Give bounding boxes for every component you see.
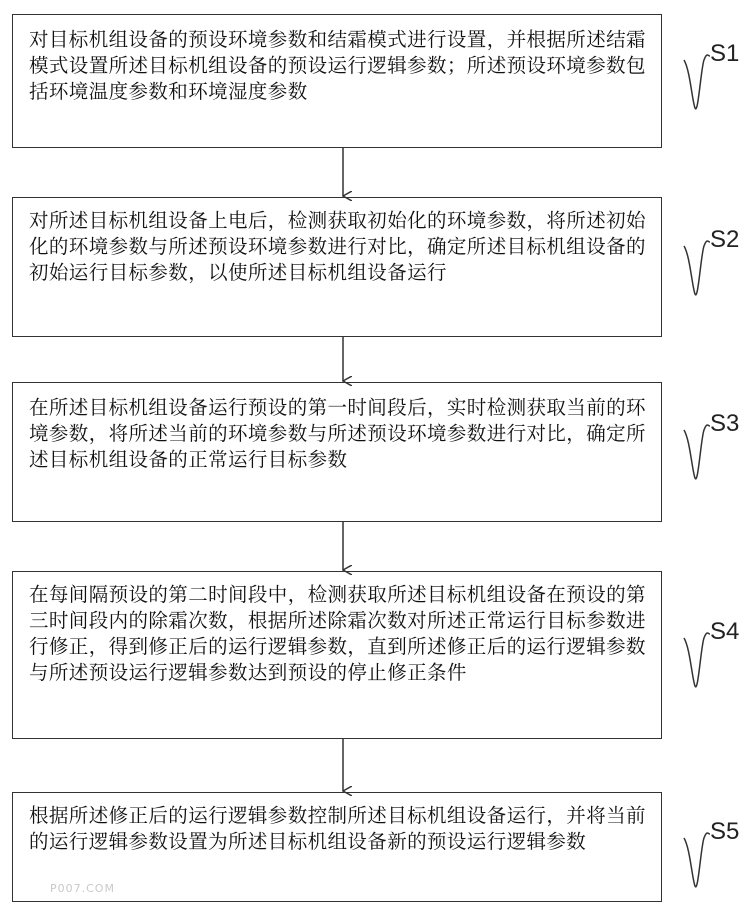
leader-wave-s1 (684, 55, 710, 109)
step-label-s3: S3 (710, 410, 740, 437)
step-label-s2: S2 (710, 226, 740, 253)
leader-wave-s3 (684, 425, 710, 479)
step-text-s4: 在每间隔预设的第二时间段中，检测获取所述目标机组设备在预设的第三时间段内的除霜次数，根据所述除霜次数对所述正常运行目标参数进行修正，得到修正后的运行逻辑参数，直到所述修正后的运行逻辑参数与所述预设运行逻辑参数达到预设的停止修正条件 (29, 583, 646, 684)
step-text-s1: 对目标机组设备的预设环境参数和结霜模式进行设置，并根据所述结霜模式设置所述目标机组设备的预设运行逻辑参数；所述预设环境参数包括环境温度参数和环境湿度参数 (29, 28, 646, 103)
step-box-s4 (12, 571, 662, 739)
leader-wave-s4 (684, 633, 710, 687)
watermark: P007.COM (50, 882, 115, 895)
step-text-s2: 对所述目标机组设备上电后，检测获取初始化的环境参数，将所述初始化的环境参数与所述预设环境参数进行对比，确定所述目标机组设备的初始运行目标参数，以使所述目标机组设备运行 (29, 209, 646, 284)
step-label-s1: S1 (710, 40, 740, 67)
step-box-s3 (12, 382, 662, 522)
step-box-s1 (12, 14, 662, 148)
step-label-s5: S5 (710, 818, 740, 845)
leader-wave-s2 (684, 241, 710, 295)
step-label-s4: S4 (710, 618, 740, 645)
step-box-s2 (12, 197, 662, 337)
leader-wave-s5 (684, 833, 710, 887)
step-text-s3: 在所述目标机组设备运行预设的第一时间段后，实时检测获取当前的环境参数，将所述当前的环境参数与所述预设环境参数进行对比，确定所述目标机组设备的正常运行目标参数 (29, 396, 646, 471)
step-text-s5: 根据所述修正后的运行逻辑参数控制所述目标机组设备运行，并将当前的运行逻辑参数设置为所述目标机组设备新的预设运行逻辑参数 (29, 804, 646, 853)
